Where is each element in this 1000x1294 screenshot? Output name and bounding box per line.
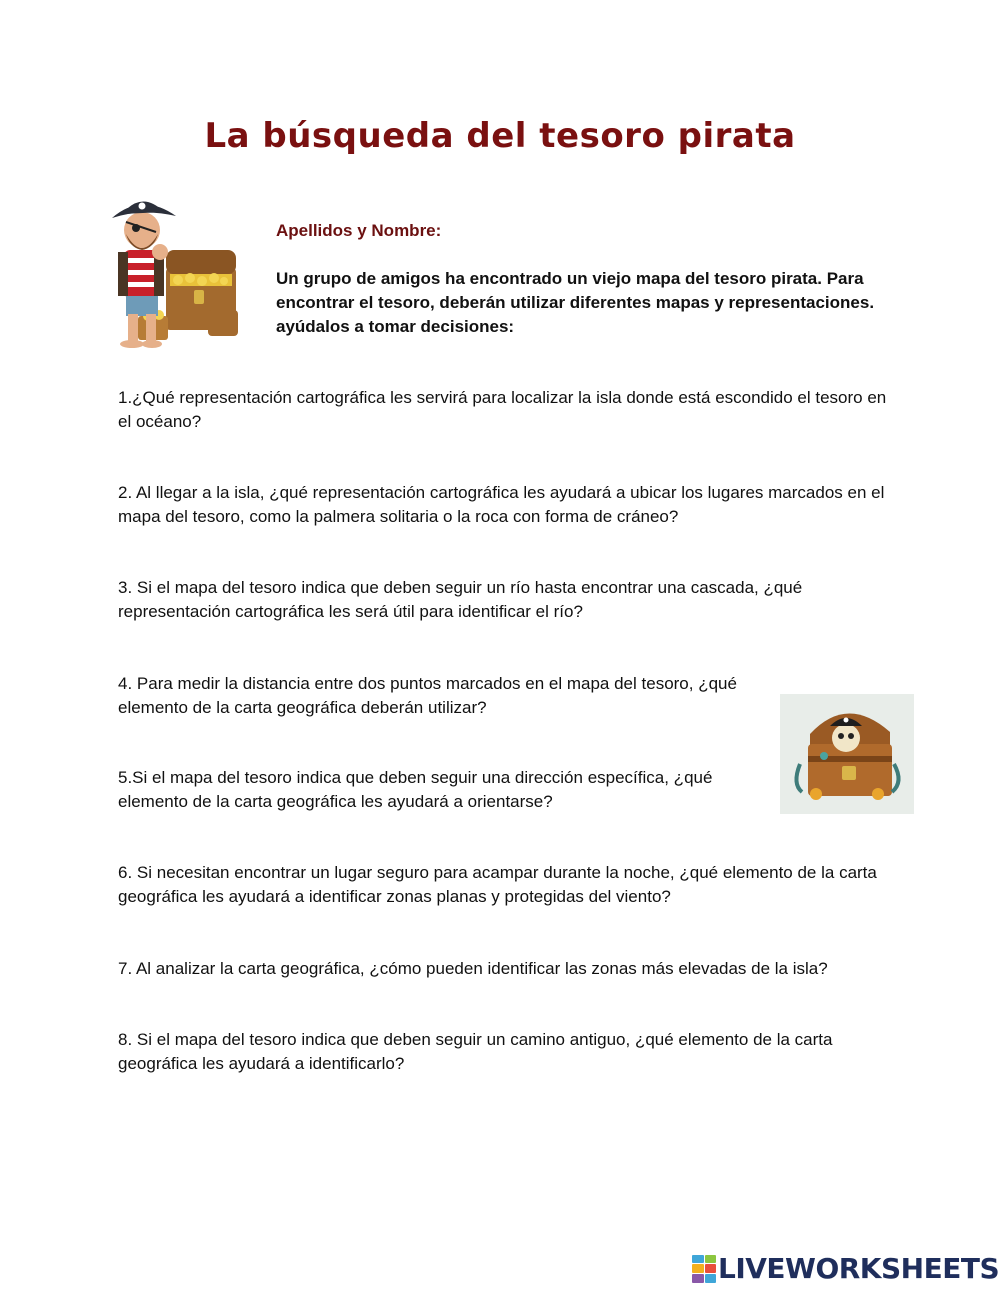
question-5: 5.Si el mapa del tesoro indica que deben seguir una dirección específica, ¿qué elemento de la carta geográfica les ayudará a orientarse? xyxy=(118,768,713,811)
intro-paragraph: Un grupo de amigos ha encontrado un viejo mapa del tesoro pirata. Para encontrar el tesoro, deberán utilizar diferentes mapas y representaciones. ayúdalos a tomar decisiones: xyxy=(276,269,875,336)
question-2: 2. Al llegar a la isla, ¿qué representación cartográfica les ayudará a ubicar los lugares marcados en el mapa del tesoro, como la palmera solitaria o la roca con forma de cráneo? xyxy=(118,483,885,526)
page-title: La búsqueda del tesoro pirata xyxy=(204,116,796,156)
question-4: 4. Para medir la distancia entre dos puntos marcados en el mapa del tesoro, ¿qué elemento de la carta geográfica deberán utilizar? xyxy=(118,674,737,717)
name-field-label: Apellidos y Nombre: xyxy=(276,221,442,240)
question-1: 1.¿Qué representación cartográfica les servirá para localizar la isla donde está escondido el tesoro en el océano? xyxy=(118,388,887,431)
brand-name: LIVEWORKSHEETS xyxy=(718,1252,1000,1285)
question-6: 6. Si necesitan encontrar un lugar seguro para acampar durante la noche, ¿qué elemento de la carta geográfica les ayudará a identificar zonas planas y protegidas del viento? xyxy=(118,863,877,906)
liveworksheets-logo xyxy=(692,1252,999,1285)
question-7: 7. Al analizar la carta geográfica, ¿cómo pueden identificar las zonas más elevadas de la isla? xyxy=(118,959,828,978)
pirate-illustration xyxy=(104,190,254,355)
logo-icon xyxy=(692,1255,716,1283)
question-3: 3. Si el mapa del tesoro indica que deben seguir un río hasta encontrar una cascada, ¿qué representación cartográfica les será útil para identificar el río? xyxy=(118,578,803,621)
question-8: 8. Si el mapa del tesoro indica que deben seguir un camino antiguo, ¿qué elemento de la carta geográfica les ayudará a identificarlo? xyxy=(118,1030,833,1073)
skull-chest-illustration xyxy=(780,694,914,814)
